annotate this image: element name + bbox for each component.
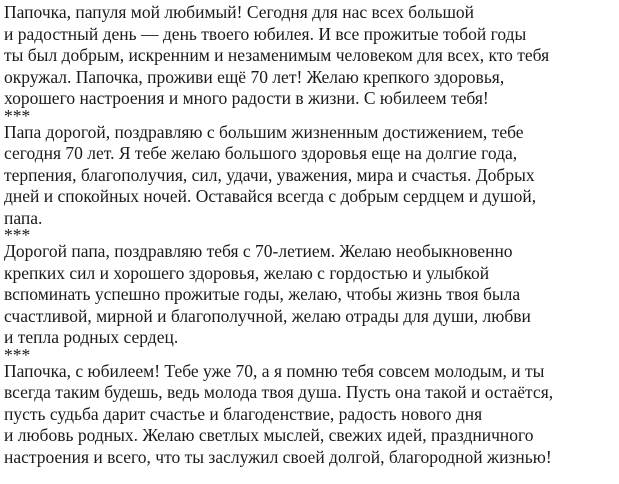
- paragraph-line: ты был добрым, искренним и незаменимым человеком для всех, кто тебя: [4, 45, 550, 65]
- paragraph-line: хорошего настроения и много радости в жизни. С юбилеем тебя!: [4, 88, 489, 108]
- paragraph-line: счастливой, мирной и благополучной, желаю отрады для души, любви: [4, 305, 531, 326]
- paragraph-line: всегда таким будешь, ведь молода твоя душа. Пусть она такой и остаётся,: [4, 382, 554, 402]
- paragraph-line: крепких сил и хорошего здоровья, желаю с гордостью и улыбкой: [4, 262, 490, 283]
- greeting-paragraph-3: [4, 241, 619, 349]
- paragraph-line: сегодня 70 лет. Я тебе желаю большого здоровья еще на долгие года,: [4, 143, 518, 163]
- paragraph-line: Папа дорогой, поздравляю с большим жизненным достижением, тебе: [4, 121, 524, 142]
- paragraph-line: и радостный день — день твоего юбилея. И все прожитые тобой годы: [4, 23, 527, 44]
- paragraph-line: Дорогой папа, поздравляю тебя с 70-летием. Желаю необыкновенно: [4, 241, 513, 261]
- paragraph-line: настроения и всего, что ты заслужил своей долгой, благородной жизнью!: [4, 446, 552, 467]
- paragraph-line: и любовь родных. Желаю светлых мыслей, свежих идей, праздничного: [4, 425, 534, 445]
- paragraph-line: и тепла родных сердец.: [4, 327, 179, 347]
- greeting-paragraph-4: [4, 361, 619, 469]
- paragraph-line: окружал. Папочка, проживи ещё 70 лет! Желаю крепкого здоровья,: [4, 66, 505, 87]
- paragraph-line: дней и спокойных ночей. Оставайся всегда с добрым сердцем и душой,: [4, 186, 537, 206]
- paragraph-line: Папочка, папуля мой любимый! Сегодня для нас всех большой: [4, 2, 475, 22]
- greeting-paragraph-1: [4, 2, 619, 110]
- greeting-paragraph-2: [4, 122, 619, 230]
- paragraph-line: Папочка, с юбилеем! Тебе уже 70, а я помню тебя совсем молодым, и ты: [4, 360, 545, 381]
- separator: ***: [4, 225, 31, 245]
- paragraph-line: папа.: [4, 207, 43, 228]
- separator: ***: [4, 105, 31, 126]
- paragraph-line: пусть судьба дарит счастье и благоденствие, радость нового дня: [4, 403, 483, 424]
- paragraph-line: вспоминать успешно прожитые годы, желаю, чтобы жизнь твоя была: [4, 284, 521, 304]
- separator: ***: [4, 344, 31, 365]
- paragraph-line: терпения, благополучия, сил, удачи, уважения, мира и счастья. Добрых: [4, 164, 535, 185]
